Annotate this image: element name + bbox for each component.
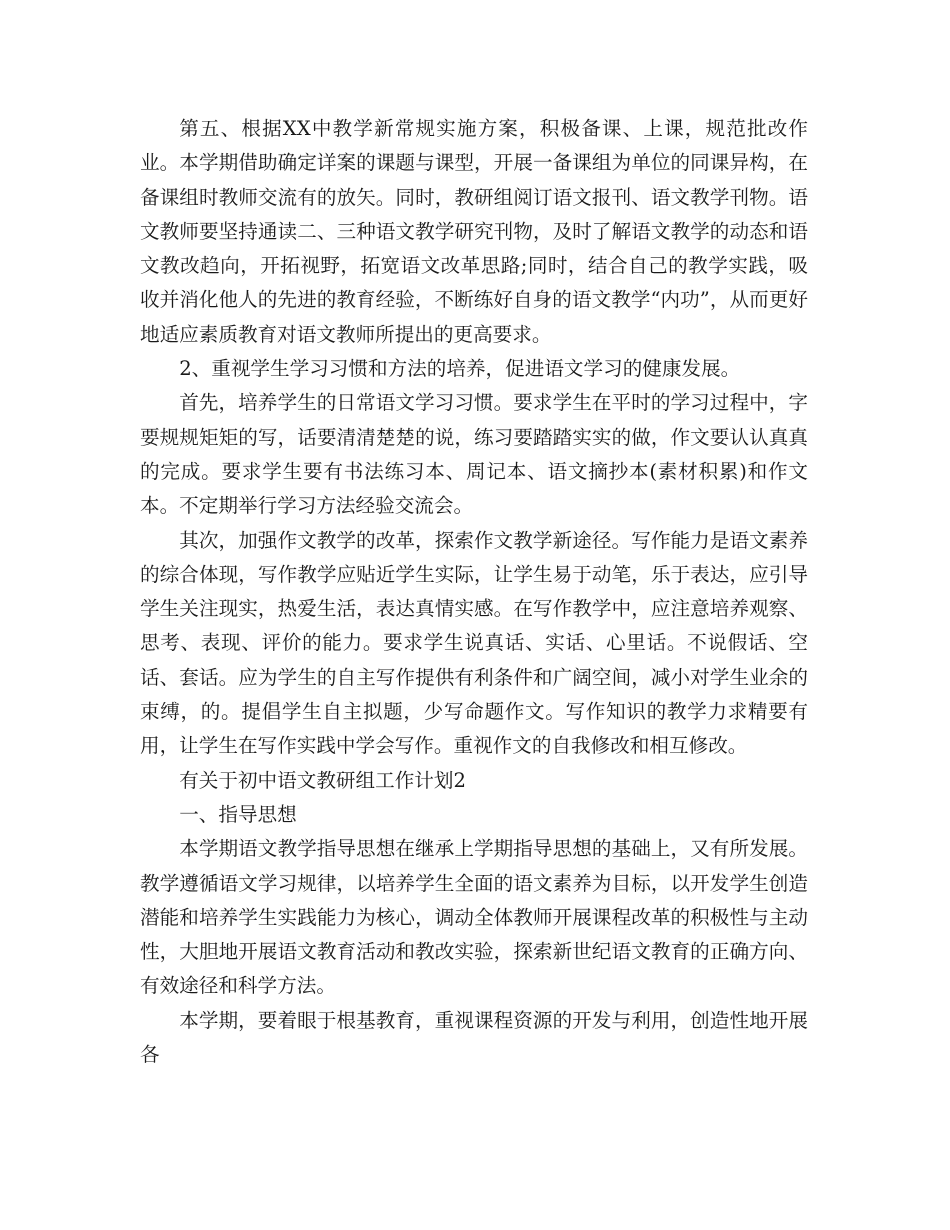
paragraph-6: 本学期，要着眼于根基教育，重视课程资源的开发与利用，创造性地开展各 — [140, 1008, 808, 1067]
section-heading-guiding-thought: 一、指导思想 — [179, 802, 297, 826]
document-page — [140, 112, 808, 1072]
paragraph-4: 其次，加强作文教学的改革，探索作文教学新途径。写作能力是语文素养的综合体现，写作教学应贴近学生实际，让学生易于动笔，乐于表达，应引导学生关注现实，热爱生活，表达真情实感。在写作教学中，应注意培养观察、思考、表现、评价的能力。要求学生说真话、实话、心里话。不说假话、空话、套话。应为学生的自主写作提供有利条件和广阔空间，减小对学生业余的束缚，的。提倡学生自主拟题，少写命题作文。写作知识的教学力求精要有用，让学生在写作实践中学会写作。重视作文的自我修改和相互修改。 — [140, 528, 808, 758]
paragraph-3: 首先，培养学生的日常语文学习习惯。要求学生在平时的学习过程中，字要规规矩矩的写，话要清清楚楚的说，练习要踏踏实实的做，作文要认认真真的完成。要求学生要有书法练习本、周记本、语文摘抄本(素材积累)和作文本。不定期举行学习方法经验交流会。 — [140, 391, 808, 518]
paragraph-1: 第五、根据XX中教学新常规实施方案，积极备课、上课，规范批改作业。本学期借助确定详案的课题与课型，开展一备课组为单位的同课异构，在备课组时教师交流有的放矢。同时，教研组阅订语文报刊、语文教学刊物。语文教师要坚持通读二、三种语文教学研究刊物，及时了解语文教学的动态和语文教改趋向，开拓视野，拓宽语文改革思路;同时，结合自己的教学实践，吸收并消化他人的先进的教育经验，不断练好自身的语文教学“内功”，从而更好地适应素质教育对语文教师所提出的更高要求。 — [140, 117, 808, 346]
section-heading-plan-2: 有关于初中语文教研组工作计划2 — [179, 768, 466, 792]
paragraph-5: 本学期语文教学指导思想在继承上学期指导思想的基础上，又有所发展。教学遵循语文学习规律，以培养学生全面的语文素养为目标，以开发学生创造潜能和培养学生实践能力为核心，调动全体教师开展课程改革的积极性与主动性，大胆地开展语文教育活动和教改实验，探索新世纪语文教育的正确方向、有效途径和科学方法。 — [140, 837, 808, 998]
paragraph-2: 2、重视学生学习习惯和方法的培养，促进语文学习的健康发展。 — [179, 357, 741, 381]
